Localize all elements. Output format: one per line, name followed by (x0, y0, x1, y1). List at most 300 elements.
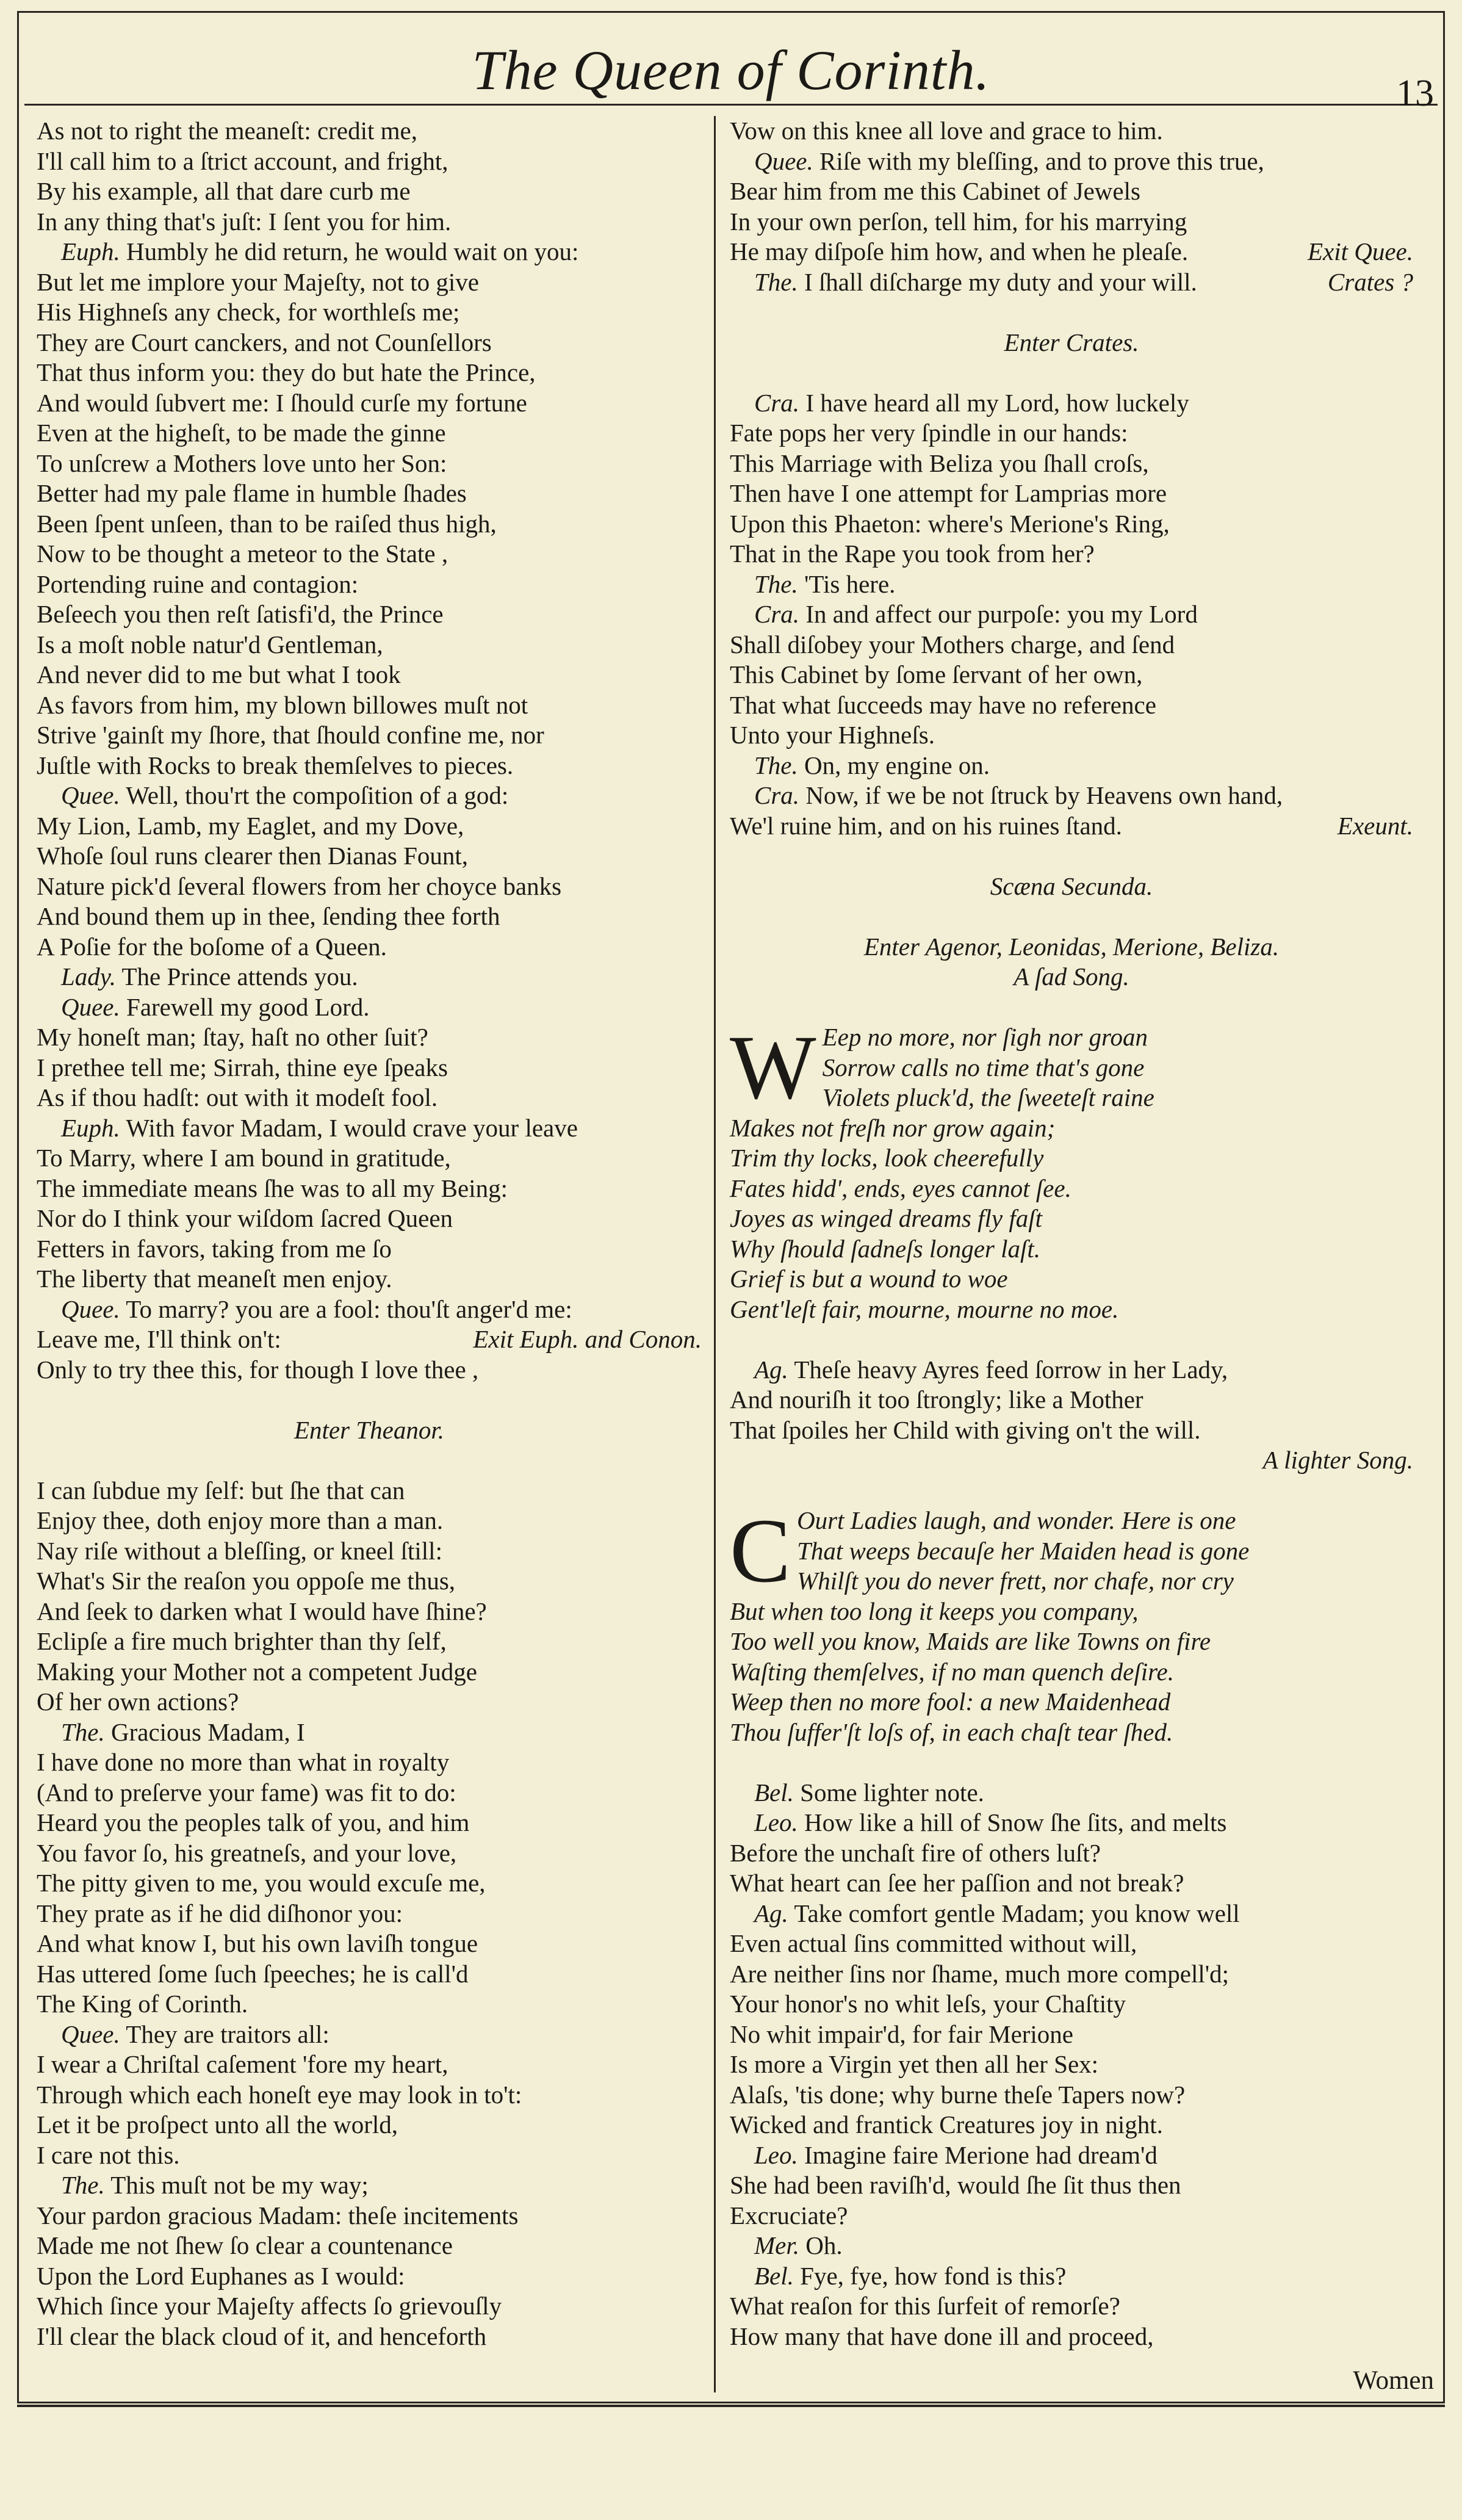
blank-line (730, 1476, 1413, 1506)
stage-direction: Scæna Secunda. (990, 872, 1153, 900)
line-text: Upon the Lord Euphanes as I would: (37, 2261, 405, 2290)
blank-line (730, 1747, 1413, 1778)
verse-line (37, 2080, 702, 2110)
line-text: What heart can ſee her paſſion and not break? (730, 1869, 1184, 1897)
line-text: Been ſpent unſeen, than to be raiſed thus high, (37, 509, 497, 538)
verse-line (37, 1143, 702, 1174)
verse-line (730, 1929, 1413, 1959)
line-text: How like a hill of Snow ſhe ſits, and melts (804, 1808, 1227, 1836)
line-text: To unſcrew a Mothers love unto her Son: (37, 449, 447, 477)
line-text: I can ſubdue my ſelf: but ſhe that can (37, 1476, 405, 1504)
verse-line (37, 539, 702, 569)
song-line (730, 1174, 1413, 1204)
blank-line (730, 358, 1413, 388)
verse-line (37, 1597, 702, 1627)
song-line (730, 1264, 1413, 1294)
line-text: That thus inform you: they do but hate the Prince, (37, 358, 536, 386)
verse-line (37, 901, 702, 932)
verse-line (37, 720, 702, 751)
verse-line (37, 1747, 702, 1778)
line-text: To marry? you are a fool: thou'ſt anger'd me: (126, 1294, 572, 1323)
line-text: Farewell my good Lord. (126, 992, 370, 1021)
verse-line (37, 388, 702, 419)
drop-cap: W (730, 1017, 816, 1118)
line-text: Now to be thought a meteor to the State , (37, 540, 448, 568)
blank-line (730, 901, 1413, 932)
line-text: And what know I, but his own laviſh tongue (37, 1929, 478, 1957)
line-text: Alaſs, 'tis done; why burne theſe Tapers now? (730, 2080, 1186, 2109)
line-text: Unto your Highneſs. (730, 721, 935, 749)
line-text: Whilſt you do never frett, nor chafe, nor cry (797, 1567, 1234, 1595)
verse-line (37, 1506, 702, 1536)
verse-line (730, 2020, 1413, 2050)
speaker-prefix: Lady. (61, 962, 116, 991)
verse-line (730, 176, 1413, 207)
stage-direction: Exit Quee. (1307, 237, 1413, 265)
running-title: The Queen of Corinth. (472, 39, 990, 101)
verse-line (730, 509, 1413, 540)
line-text: This Marriage with Beliza you ſhall croſs, (730, 449, 1149, 477)
drop-cap: C (730, 1500, 791, 1601)
line-text: Excruciate? (730, 2201, 848, 2229)
verse-line (37, 1626, 702, 1657)
line-text: Oh. (805, 2231, 843, 2259)
verse-line (730, 267, 1413, 298)
line-text: Fates hidd', ends, eyes cannot ſee. (730, 1174, 1071, 1202)
line-text: The immediate means ſhe was to all my Being: (37, 1174, 508, 1202)
speaker-prefix: Euph. (61, 237, 120, 265)
verse-line (37, 237, 702, 267)
stage-direction: A lighter Song. (1262, 1446, 1413, 1474)
line-text: The King of Corinth. (37, 1990, 248, 2018)
verse-line (37, 690, 702, 721)
line-text: We'l ruine him, and on his ruines ſtand. (730, 811, 1122, 840)
line-text: They prate as if he did diſhonor you: (37, 1899, 403, 1927)
song-line (730, 1626, 1413, 1657)
line-text: Theſe heavy Ayres feed ſorrow in her Lady, (794, 1355, 1228, 1384)
line-text: With favor Madam, I would crave your leave (126, 1113, 578, 1142)
verse-line (37, 751, 702, 781)
line-text: Take comfort gentle Madam; you know well (794, 1899, 1240, 1927)
stage-direction: Exeunt. (1337, 811, 1413, 840)
verse-line (730, 1959, 1413, 1990)
line-text: I have heard all my Lord, how luckely (805, 388, 1189, 417)
line-text: The Prince attends you. (121, 962, 358, 991)
verse-line (730, 2261, 1413, 2292)
line-text: Nay riſe without a bleſſing, or kneel ſtill: (37, 1536, 442, 1565)
line-text: Of her own actions? (37, 1688, 239, 1716)
stage-direction: Enter Agenor, Leonidas, Merione, Beliza. (863, 932, 1280, 961)
song-line (730, 1566, 1413, 1597)
verse-line (730, 116, 1413, 146)
verse-line (37, 2201, 702, 2231)
line-text: My Lion, Lamb, my Eaglet, and my Dove, (37, 811, 464, 840)
line-text: Even at the higheſt, to be made the ginne (37, 419, 446, 447)
line-text: 'Tis here. (804, 569, 896, 598)
song-line (730, 1536, 1413, 1567)
line-text: And would ſubvert me: I ſhould curſe my fortune (37, 388, 527, 417)
verse-line (37, 2322, 702, 2352)
speaker-prefix: Ag. (754, 1355, 788, 1384)
verse-line (37, 176, 702, 207)
bottom-rule (17, 2405, 1445, 2407)
line-text: Let it be proſpect unto all the world, (37, 2110, 398, 2139)
line-text: Beſeech you then reſt ſatisfi'd, the Prince (37, 600, 444, 628)
verse-line (37, 569, 702, 600)
verse-line (730, 630, 1413, 660)
verse-line (37, 1657, 702, 1688)
line-text: As not to right the meaneſt: credit me, (37, 117, 417, 145)
line-text: I'll call him to a ſtrict account, and fright, (37, 146, 448, 175)
verse-line (37, 1687, 702, 1717)
verse-line (730, 2170, 1413, 2201)
line-text: Waſting themſelves, if no man quench deſire. (730, 1657, 1174, 1686)
line-text: Leave me, I'll think on't: (37, 1325, 281, 1353)
verse-line (37, 328, 702, 358)
verse-line (730, 146, 1413, 177)
line-text: Well, thou'rt the compoſition of a god: (126, 781, 509, 809)
line-text: They are Court canckers, and not Counſellors (37, 328, 492, 356)
verse-line (37, 599, 702, 630)
speaker-prefix: Euph. (61, 1113, 120, 1142)
speaker-prefix: Quee. (61, 992, 120, 1021)
line-text: No whit impair'd, for fair Merione (730, 2020, 1074, 2048)
line-text: Making your Mother not a competent Judge (37, 1657, 477, 1686)
line-text: Ourt Ladies laugh, and wonder. Here is one (797, 1506, 1236, 1534)
line-text: Makes not freſh nor grow again; (730, 1113, 1056, 1142)
verse-line (730, 1355, 1413, 1385)
line-text: To Marry, where I am bound in gratitude, (37, 1144, 451, 1172)
verse-line (730, 781, 1413, 811)
speaker-prefix: Cra. (754, 600, 800, 628)
line-text: Thou ſuffer'ſt loſs of, in each chaſt tear ſhed. (730, 1717, 1173, 1746)
verse-line (37, 841, 702, 872)
line-text: I have done no more than what in royalty (37, 1748, 450, 1776)
blank-line (730, 1324, 1413, 1355)
verse-line (730, 2322, 1413, 2352)
verse-line (730, 207, 1413, 237)
catchword: Women (1353, 2366, 1434, 2395)
verse-line (37, 297, 702, 328)
speaker-prefix: The. (754, 569, 798, 598)
verse-line (730, 1868, 1413, 1899)
stage-direction: Enter Theanor. (294, 1415, 444, 1444)
line-text: Riſe with my bleſſing, and to prove this true, (819, 146, 1264, 175)
verse-line (37, 1566, 702, 1597)
line-text: Better had my pale flame in humble ſhades (37, 479, 467, 507)
line-text: Shall diſobey your Mothers charge, and ſend (730, 630, 1175, 659)
line-text: Vow on this knee all love and grace to him. (730, 117, 1163, 145)
speaker-prefix: The. (754, 751, 798, 779)
line-text: And ſeek to darken what I would have ſhine? (37, 1597, 487, 1625)
line-text: Heard you the peoples talk of you, and him (37, 1808, 470, 1836)
line-text: I'll clear the black cloud of it, and henceforth (37, 2322, 487, 2350)
verse-line (37, 1083, 702, 1113)
verse-line (37, 962, 702, 992)
page-number: 13 (1396, 73, 1434, 114)
speaker-prefix: Bel. (754, 2261, 794, 2290)
line-text: Then have I one attempt for Lamprias more (730, 479, 1167, 507)
song-line (730, 1143, 1413, 1174)
speaker-prefix: The. (61, 2171, 105, 2199)
speaker-prefix: Ag. (754, 1899, 788, 1927)
blank-line (37, 1385, 702, 1415)
speaker-prefix: Quee. (61, 1294, 120, 1323)
verse-line (37, 267, 702, 298)
verse-line (37, 1324, 702, 1355)
line-text: What reaſon for this ſurfeit of remorſe? (730, 2292, 1120, 2320)
verse-line (730, 1778, 1413, 1808)
line-text: Is more a Virgin yet then all her Sex: (730, 2050, 1099, 2078)
line-text: Through which each honeſt eye may look in to't: (37, 2080, 522, 2109)
verse-line (37, 872, 702, 902)
speaker-prefix: Bel. (754, 1778, 794, 1807)
verse-line (37, 1264, 702, 1294)
blank-line (37, 1445, 702, 1476)
verse-line (37, 992, 702, 1023)
line-text: But let me implore your Majeſty, not to give (37, 267, 479, 296)
verse-line (37, 630, 702, 660)
line-text: Why ſhould ſadneſs longer laſt. (730, 1234, 1041, 1263)
left-column (37, 116, 702, 2352)
line-text: Wicked and frantick Creatures joy in night. (730, 2110, 1163, 2139)
line-text: Eclipſe a fire much brighter than thy ſelf, (37, 1627, 447, 1655)
line-text: Joyes as winged dreams fly faſt (730, 1204, 1043, 1232)
song-line (730, 1234, 1413, 1265)
verse-line (37, 1053, 702, 1083)
line-text: Are neither ſins nor ſhame, much more compell'd; (730, 1959, 1230, 1988)
line-text: His Highneſs any check, for worthleſs me; (37, 298, 460, 326)
line-text: And never did to me but what I took (37, 660, 401, 688)
line-text: Bear him from me this Cabinet of Jewels (730, 177, 1140, 205)
line-text: Gent'leſt fair, mourne, mourne no moe. (730, 1294, 1119, 1323)
line-text: Is a moſt noble natur'd Gentleman, (37, 630, 383, 659)
stage-direction: Crates ? (1327, 267, 1413, 296)
verse-line (730, 2110, 1413, 2140)
verse-line (730, 539, 1413, 569)
verse-line (730, 569, 1413, 600)
verse-line (730, 2201, 1413, 2231)
verse-line (37, 1868, 702, 1899)
verse-line (37, 1838, 702, 1869)
verse-line (37, 2170, 702, 2201)
song-line (730, 1083, 1413, 1113)
verse-line (730, 1808, 1413, 1838)
page-header (24, 18, 1438, 114)
verse-line (37, 1989, 702, 2020)
speaker-prefix: The. (754, 267, 798, 296)
line-text: Even actual ſins committed without will, (730, 1929, 1137, 1957)
verse-line (37, 2110, 702, 2140)
line-text: Whoſe ſoul runs clearer then Dianas Fount, (37, 842, 469, 870)
verse-line (37, 418, 702, 449)
line-text: How many that have done ill and proceed, (730, 2322, 1154, 2350)
line-text: My honeſt man; ſtay, haſt no other ſuit? (37, 1023, 428, 1051)
verse-line (37, 1778, 702, 1808)
verse-line (37, 1899, 702, 1929)
verse-line (730, 2291, 1413, 2322)
verse-line (730, 237, 1413, 267)
verse-line (37, 478, 702, 509)
line-text: The pitty given to me, you would excuſe me, (37, 1869, 486, 1897)
speaker-prefix: The. (61, 1717, 105, 1746)
line-text: Sorrow calls no time that's gone (822, 1053, 1145, 1081)
line-text: Violets pluck'd, the ſweeteſt raine (822, 1083, 1154, 1111)
speaker-prefix: Leo. (754, 1808, 798, 1836)
line-text: Nor do I think your wiſdom ſacred Queen (37, 1204, 453, 1232)
line-text: Fetters in favors, taking from me ſo (37, 1234, 392, 1263)
line-text: By his example, all that dare curb me (37, 177, 411, 205)
line-text: Portending ruine and contagion: (37, 569, 359, 598)
song-line (730, 1717, 1413, 1748)
song-line (730, 1053, 1413, 1083)
speaker-prefix: Quee. (754, 146, 813, 175)
line-text: Humbly he did return, he would wait on you: (126, 237, 579, 265)
line-text: Enjoy thee, doth enjoy more than a man. (37, 1506, 444, 1534)
line-text: The liberty that meaneſt men enjoy. (37, 1265, 392, 1293)
line-text: Some lighter note. (800, 1778, 984, 1807)
line-text: That weeps becauſe her Maiden head is gone (797, 1536, 1250, 1565)
verse-line (730, 751, 1413, 781)
line-text: Fye, fye, how fond is this? (800, 2261, 1067, 2290)
line-text: (And to preſerve your fame) was fit to do: (37, 1778, 456, 1807)
verse-line (37, 1234, 702, 1265)
verse-line (730, 720, 1413, 751)
song-line (730, 1204, 1413, 1234)
verse-line (730, 1838, 1413, 1869)
verse-line (37, 2140, 702, 2171)
verse-line (730, 388, 1413, 419)
song-line (730, 1113, 1413, 1144)
blank-line (730, 841, 1413, 872)
line-text: Has uttered ſome ſuch ſpeeches; he is call'd (37, 1959, 469, 1988)
stage-direction: Exit Euph. and Conon. (473, 1325, 702, 1353)
song-line (730, 1657, 1413, 1688)
verse-line (730, 478, 1413, 509)
verse-line (730, 1899, 1413, 1929)
line-text: And bound them up in thee, ſending thee forth (37, 902, 500, 930)
right-column (730, 116, 1413, 2352)
speaker-prefix: Quee. (61, 781, 120, 809)
verse-line (730, 690, 1413, 721)
verse-line (37, 146, 702, 177)
verse-line (37, 1929, 702, 1959)
verse-line (37, 2291, 702, 2322)
line-text: I care not this. (37, 2140, 180, 2169)
verse-line (37, 2049, 702, 2080)
line-text: Before the unchaſt fire of others luſt? (730, 1838, 1101, 1867)
line-text: They are traitors all: (126, 2020, 329, 2048)
verse-line (37, 660, 702, 690)
verse-line (37, 1022, 702, 1053)
line-text: Your honor's no whit leſs, your Chaſtity (730, 1990, 1126, 2018)
line-text: He may diſpoſe him how, and when he pleaſe. (730, 237, 1189, 265)
song-line (730, 1687, 1413, 1717)
song-line (730, 1294, 1413, 1325)
line-text: A Poſie for the boſome of a Queen. (37, 932, 387, 961)
line-text: Which ſince your Majeſty affects ſo grievouſly (37, 2292, 502, 2320)
verse-line (37, 207, 702, 237)
verse-line (37, 1113, 702, 1144)
verse-line (730, 1415, 1413, 1446)
line-text: Only to try thee this, for though I love thee , (37, 1355, 479, 1384)
speaker-prefix: Leo. (754, 2140, 798, 2169)
line-text: Weep then no more fool: a new Maidenhead (730, 1688, 1171, 1716)
line-text: This muſt not be my way; (110, 2171, 369, 2199)
line-text: And nouriſh it too ſtrongly; like a Mother (730, 1385, 1143, 1413)
verse-line (37, 1536, 702, 1567)
verse-line (37, 1204, 702, 1234)
line-text: That in the Rape you took from her? (730, 540, 1095, 568)
blank-line (730, 297, 1413, 328)
line-text: That what ſucceeds may have no reference (730, 690, 1156, 719)
verse-line (730, 811, 1413, 842)
blank-line (730, 992, 1413, 1023)
verse-line (37, 449, 702, 479)
speaker-prefix: Cra. (754, 781, 800, 809)
line-text: Eep no more, nor ſigh nor groan (822, 1023, 1148, 1051)
speaker-prefix: Mer. (754, 2231, 800, 2259)
verse-line (37, 1294, 702, 1325)
line-text: Strive 'gainſt my ſhore, that ſhould confine me, nor (37, 721, 544, 749)
column-divider (714, 116, 716, 2392)
verse-line (37, 2020, 702, 2050)
verse-line (37, 2261, 702, 2292)
line-text: As if thou hadſt: out with it modeſt fool. (37, 1083, 438, 1111)
speaker-prefix: Quee. (61, 2020, 120, 2048)
line-text: Grief is but a wound to woe (730, 1265, 1008, 1293)
verse-line (730, 418, 1413, 449)
verse-line (37, 2231, 702, 2261)
verse-line (730, 2140, 1413, 2171)
line-text: Fate pops her very ſpindle in our hands: (730, 419, 1128, 447)
line-text: That ſpoiles her Child with giving on't the will. (730, 1415, 1201, 1444)
verse-line (37, 1717, 702, 1748)
line-text: She had been raviſh'd, would ſhe ſit thus then (730, 2171, 1181, 2199)
line-text: Too well you know, Maids are like Towns on fire (730, 1627, 1211, 1655)
verse-line (730, 2049, 1413, 2080)
verse-line (37, 116, 702, 146)
verse-line (730, 599, 1413, 630)
line-text: As favors from him, my blown billowes muſt not (37, 690, 528, 719)
verse-line (730, 1385, 1413, 1415)
verse-line (730, 1989, 1413, 2020)
line-text: Imagine faire Merione had dream'd (804, 2140, 1158, 2169)
stage-direction: A ſad Song. (1014, 962, 1129, 991)
speaker-prefix: Cra. (754, 388, 800, 417)
line-text: Upon this Phaeton: where's Merione's Ring, (730, 509, 1170, 538)
verse-line (37, 1476, 702, 1506)
verse-line (37, 811, 702, 842)
verse-line (730, 2231, 1413, 2261)
line-text: Gracious Madam, I (111, 1717, 305, 1746)
line-text: I wear a Chriſtal caſement 'fore my heart, (37, 2050, 448, 2078)
verse-line (37, 781, 702, 811)
verse-line (37, 1959, 702, 1990)
line-text: Now, if we be not ſtruck by Heavens own hand, (805, 781, 1283, 809)
line-text: Made me not ſhew ſo clear a countenance (37, 2231, 453, 2259)
line-text: Trim thy locks, look cheerefully (730, 1144, 1044, 1172)
line-text: Nature pick'd ſeveral flowers from her choyce banks (37, 872, 562, 900)
verse-line (37, 1355, 702, 1385)
verse-line (730, 449, 1413, 479)
line-text: But when too long it keeps you company, (730, 1597, 1139, 1625)
verse-line (37, 932, 702, 962)
line-text: In any thing that's juſt: I ſent you for him. (37, 207, 452, 236)
line-text: Your pardon gracious Madam: theſe incitements (37, 2201, 519, 2229)
line-text: I ſhall diſcharge my duty and your will. (804, 267, 1197, 296)
verse-line (37, 358, 702, 388)
